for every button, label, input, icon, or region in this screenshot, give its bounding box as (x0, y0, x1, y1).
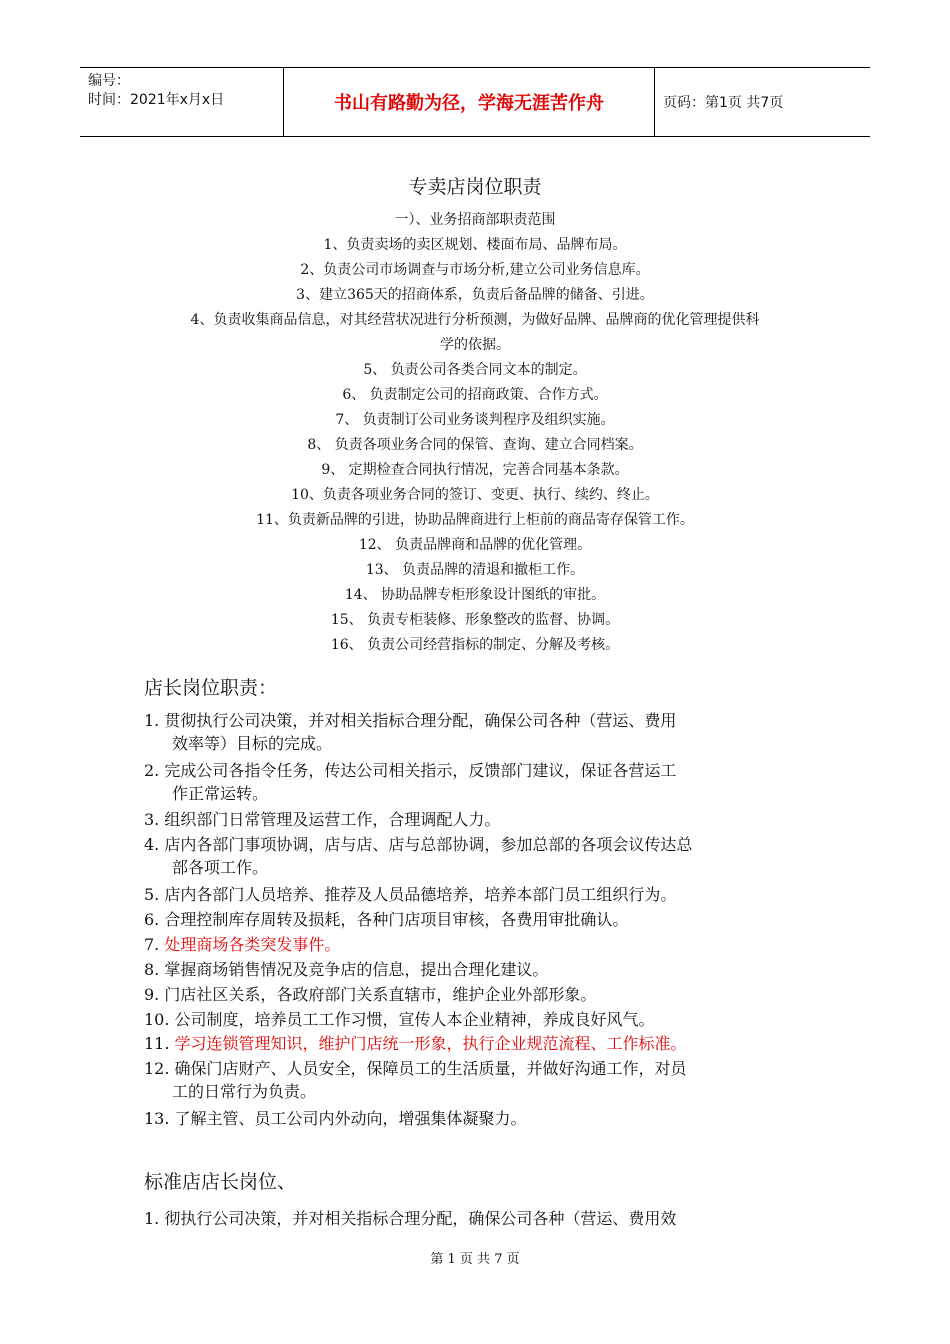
duty-line: 1. 彻执行公司决策，并对相关指标合理分配，确保公司各种（营运、费用效 (144, 1209, 677, 1228)
duty-item (144, 1008, 814, 1031)
duty-line-cont: 部各项工作。 (172, 858, 269, 877)
date-label: 时间：2021年x月x日 (88, 92, 225, 108)
section1-heading: 一）、业务招商部职责范围 (394, 212, 556, 228)
duty-line: 9. 门店社区关系，各政府部门关系直辖市，维护企业外部形象。 (144, 985, 597, 1004)
duty-item (144, 933, 814, 956)
section1-item: 12、 负责品牌商和品牌的优化管理。 (358, 537, 592, 553)
page-header (80, 67, 870, 137)
duty-item (144, 1107, 814, 1130)
section1-item: 13、 负责品牌的清退和撤柜工作。 (365, 562, 585, 578)
duty-line: 2. 完成公司各指令任务，传达公司相关指示，反馈部门建议，保证各营运工 (144, 761, 677, 780)
duty-line: 10. 公司制度，培养员工工作习惯，宣传人本企业精神，养成良好风气。 (144, 1010, 655, 1029)
header-meta (80, 68, 283, 136)
duty-line: 8. 掌握商场销售情况及竞争店的信息，提出合理化建议。 (144, 960, 549, 979)
duty-item (144, 1057, 814, 1103)
duty-line: 4. 店内各部门事项协调，店与店、店与总部协调，参加总部的各项会议传达总 (144, 835, 693, 854)
duty-line-cont: 效率等）目标的完成。 (172, 734, 333, 753)
section1-item: 8、 负责各项业务合同的保管、查询、建立合同档案。 (307, 437, 643, 453)
duty-item (144, 808, 814, 831)
section1-item: 15、 负责专柜装修、形象整改的监督、协调。 (330, 612, 620, 628)
duty-line-cont: 作正常运转。 (172, 784, 269, 803)
duty-line: 13. 了解主管、员工公司内外动向，增强集体凝聚力。 (144, 1109, 527, 1128)
duty-line-cont: 工的日常行为负责。 (172, 1082, 317, 1101)
duty-item (144, 1032, 814, 1055)
header-motto: 书山有路勤为径，学海无涯苦作舟 (283, 68, 655, 136)
duty-item (144, 709, 814, 755)
section1-item: 学的依据。 (440, 337, 510, 353)
duty-item (144, 983, 814, 1006)
section1-item: 5、 负责公司各类合同文本的制定。 (363, 362, 587, 378)
section1-item: 11、负责新品牌的引进，协助品牌商进行上柜前的商品寄存保管工作。 (256, 512, 694, 528)
header-page-info: 页码：第1页 共7页 (663, 95, 784, 111)
duty-line: 12. 确保门店财产、人员安全，保障员工的生活质量，并做好沟通工作，对员 (144, 1059, 687, 1078)
page-footer: 第 1 页 共 7 页 (430, 1252, 520, 1267)
section2-heading: 店长岗位职责： (144, 677, 278, 699)
section3-heading: 标准店店长岗位、 (144, 1171, 297, 1193)
section1-item: 7、 负责制订公司业务谈判程序及组织实施。 (335, 412, 615, 428)
section1-item: 16、 负责公司经营指标的制定、分解及考核。 (330, 637, 620, 653)
section1-item: 9、 定期检查合同执行情况，完善合同基本条款。 (321, 462, 629, 478)
section1-item: 10、负责各项业务合同的签订、变更、执行、续约、终止。 (291, 487, 659, 503)
duty-item (144, 759, 814, 805)
section1-item: 1、负责卖场的卖区规划、楼面布局、品牌布局。 (323, 237, 627, 253)
duty-highlight: 学习连锁管理知识，维护门店统一形象，执行企业规范流程、工作标准。 (174, 1034, 687, 1053)
section1-item: 3、建立365天的招商体系，负责后备品牌的储备、引进。 (296, 287, 654, 303)
duty-item (144, 883, 814, 906)
duty-line: 1. 贯彻执行公司决策，并对相关指标合理分配，确保公司各种（营运、费用 (144, 711, 677, 730)
duty-line: 6. 合理控制库存周转及损耗，各种门店项目审核，各费用审批确认。 (144, 910, 629, 929)
duty-item (144, 908, 814, 931)
section1-item: 6、 负责制定公司的招商政策、合作方式。 (342, 387, 608, 403)
section1-item: 2、负责公司市场调查与市场分析,建立公司业务信息库。 (300, 262, 650, 278)
duty-highlight: 处理商场各类突发事件。 (164, 935, 341, 954)
number-label: 编号： (88, 73, 130, 89)
section1-item: 14、 协助品牌专柜形象设计图纸的审批。 (344, 587, 606, 603)
duty-number: 7. (144, 935, 165, 954)
duty-line: 5. 店内各部门人员培养、推荐及人员品德培养，培养本部门员工组织行为。 (144, 885, 677, 904)
section1-item: 4、负责收集商品信息，对其经营状况进行分析预测，为做好品牌、品牌商的优化管理提供科 (190, 312, 760, 328)
duty-item (144, 833, 814, 879)
duty-item (144, 1207, 814, 1230)
document-title: 专卖店岗位职责 (408, 176, 542, 198)
duty-number: 11. (144, 1034, 175, 1053)
duty-line: 3. 组织部门日常管理及运营工作，合理调配人力。 (144, 810, 501, 829)
duty-item (144, 958, 814, 981)
